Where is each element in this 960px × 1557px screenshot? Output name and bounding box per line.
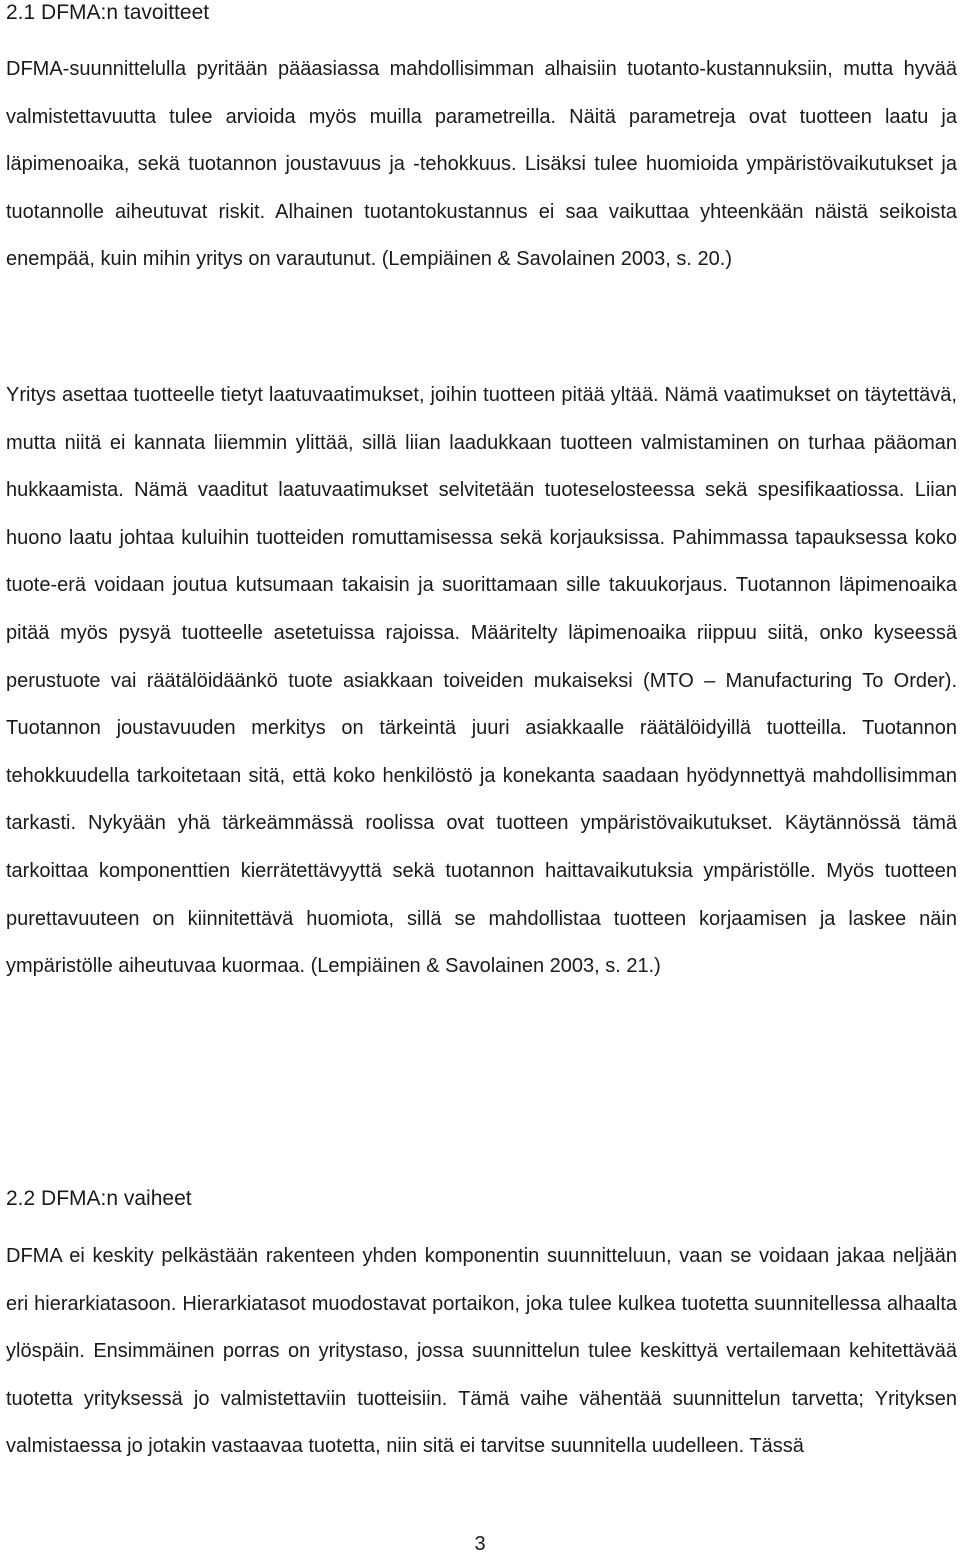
section-heading-2-1: 2.1 DFMA:n tavoitteet — [6, 1, 210, 24]
section-heading-2-2: 2.2 DFMA:n vaiheet — [6, 1187, 192, 1210]
paragraph-dfma-goals-intro: DFMA-suunnittelulla pyritään pääasiassa mahdollisimman alhaisiin tuotanto-kustannuksiin, mutta hyvää valmistettavuutta tulee arvioida myös muilla parametreilla. Näitä parametreja ovat tuotteen laatu ja läpimenoaika, sekä tuotannon joustavuus ja -tehokkuus. Lisäksi tulee huomioida ympäristövaikutukset ja tuotannolle aiheutuvat riskit. Alhainen tuotantokustannus ei saa vaikuttaa yhteenkään näistä seikoista enempää, kuin mihin yritys on varautunut. (Lempiäinen & Savolainen 2003, s. 20.) — [6, 58, 957, 271]
paragraph-quality-requirements: Yritys asettaa tuotteelle tietyt laatuvaatimukset, joihin tuotteen pitää yltää. Nämä vaatimukset on täytettävä, mutta niitä ei kannata liiemmin ylittää, sillä liian laadukkaan tuotteen valmistaminen on turhaa pääoman hukkaamista. Nämä vaaditut laatuvaatimukset selvitetään tuoteselosteessa sekä spesifikaatiossa. Liian huono laatu johtaa kuluihin tuotteiden romuttamisessa sekä korjauksissa. Pahimmassa tapauksessa koko tuote-erä voidaan joutua kutsumaan takaisin ja suorittamaan sille takuukorjaus. Tuotannon läpimenoaika pitää myös pysyä tuotteelle asetetuissa rajoissa. Määritelty läpimenoaika riippuu siitä, onko kyseessä perustuote vai räätälöidäänkö tuote asiakkaan toiveiden mukaiseksi (MTO – Manufacturing To Order). Tuotannon joustavuuden merkitys on tärkeintä juuri asiakkaalle räätälöidyillä tuotteilla. Tuotannon tehokkuudella tarkoitetaan sitä, että koko henkilöstö ja konekanta saadaan hyödynnettyä mahdollisimman tarkasti. Nykyään yhä tärkeämmässä roolissa ovat tuotteen ympäristövaikutukset. Käytännössä tämä tarkoittaa komponenttien kierrätettävyyttä sekä tuotannon haittavaikutuksia ympäristölle. Myös tuotteen purettavuuteen on kiinnitettävä huomiota, sillä se mahdollistaa tuotteen korjaamisen ja laskee näin ympäristölle aiheutuvaa kuormaa. (Lempiäinen & Savolainen 2003, s. 21.) — [6, 384, 957, 978]
paragraph-dfma-phases: DFMA ei keskity pelkästään rakenteen yhden komponentin suunnitteluun, vaan se voidaan jakaa neljään eri hierarkiatasoon. Hierarkiatasot muodostavat portaikon, joka tulee kulkea tuotetta suunnitellessa alhaalta ylöspäin. Ensimmäinen porras on yritystaso, jossa suunnittelun tulee keskittyä vertailemaan kehitettävää tuotetta yrityksessä jo valmistettaviin tuotteisiin. Tämä vaihe vähentää suunnittelun tarvetta; Yrityksen valmistaessa jo jotakin vastaavaa tuotetta, niin sitä ei tarvitse suunnitella uudelleen. Tässä — [6, 1245, 957, 1458]
page-number: 3 — [474, 1533, 486, 1555]
